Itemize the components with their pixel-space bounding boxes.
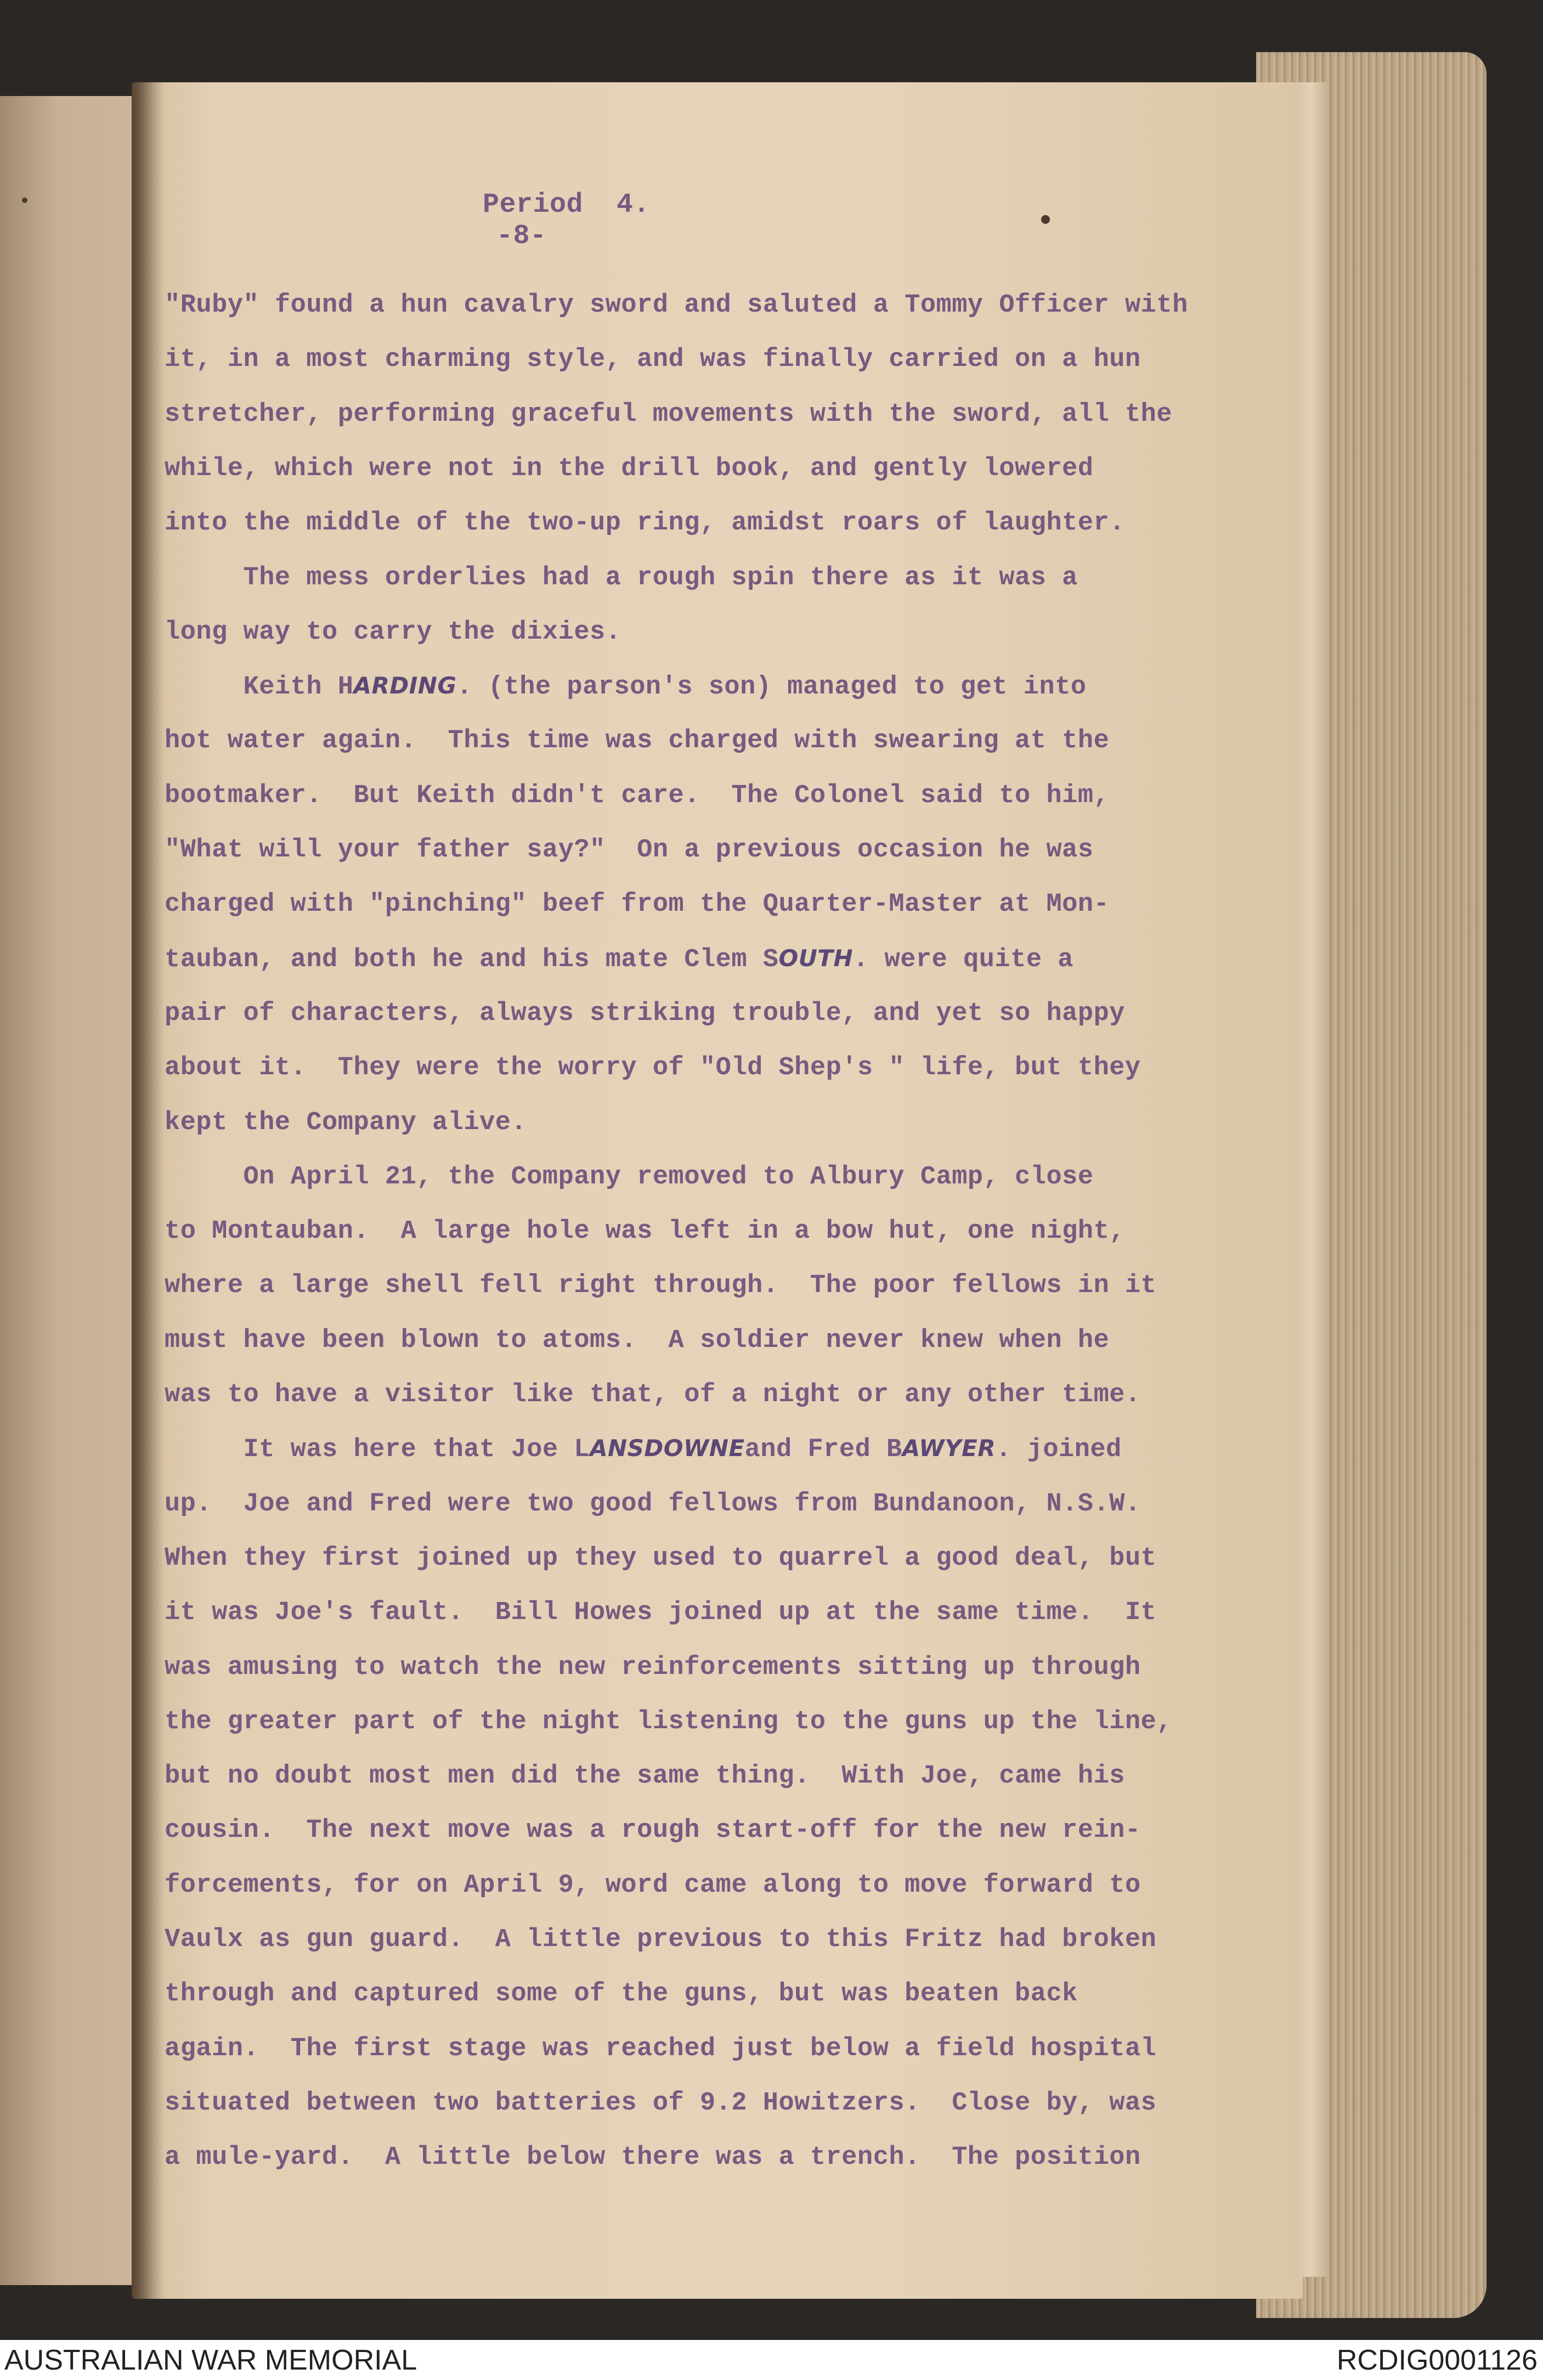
text-line-content: long way to carry the dixies. <box>165 617 621 647</box>
page-edge-curl <box>1295 82 1327 2277</box>
text-line-content: up. Joe and Fred were two good fellows from Bundanoon, N.S.W. <box>165 1489 1141 1519</box>
handwritten-name: OUTH <box>778 944 854 972</box>
text-line-content: it, in a most charming style, and was finally carried on a hun <box>165 345 1141 375</box>
footer-institution: AUSTRALIAN WAR MEMORIAL <box>4 2344 417 2376</box>
text-line-content: again. The first stage was reached just below a field hospital <box>165 2034 1157 2063</box>
text-line <box>165 1871 1141 1900</box>
period-heading: Period 4. <box>483 189 651 221</box>
text-line <box>165 400 1172 429</box>
text-line-content: kept the Company alive. <box>165 1108 527 1137</box>
text-line <box>165 1108 527 1137</box>
text-line-content: into the middle of the two-up ring, amidst roars of laughter. <box>165 509 1125 538</box>
text-line-content: Vaulx as gun guard. A little previous to this Fritz had broken <box>165 1925 1157 1954</box>
text-line-content: it was Joe's fault. Bill Howes joined up at the same time. It <box>165 1598 1157 1628</box>
text-line <box>165 291 1188 320</box>
text-line-content: hot water again. This time was charged with swearing at the <box>165 726 1110 756</box>
text-line <box>165 1762 1125 1791</box>
text-line-content: . were quite a <box>853 945 1073 974</box>
text-line <box>165 1163 1094 1192</box>
text-line <box>165 1816 1141 1845</box>
page-gutter-shadow <box>132 82 165 2299</box>
text-line-content: When they first joined up they used to quarrel a good deal, but <box>165 1543 1157 1573</box>
text-line-content: stretcher, performing graceful movements with the sword, all the <box>165 399 1173 429</box>
text-line-content: and Fred B <box>744 1435 902 1465</box>
text-line-content: It was here that Joe L <box>165 1435 590 1465</box>
text-line <box>165 2034 1156 2063</box>
text-line <box>165 1490 1141 1519</box>
text-line <box>165 999 1125 1028</box>
text-line-content: . joined <box>996 1435 1122 1465</box>
text-line-content: but no doubt most men did the same thing. With Joe, came his <box>165 1762 1125 1791</box>
text-line-content: tauban, and both he and his mate Clem S <box>165 945 779 974</box>
footer-catalog-id: RCDIG0001126 <box>1336 2344 1538 2376</box>
text-line-content: a mule-yard. A little below there was a trench. The position <box>165 2143 1141 2173</box>
text-line <box>165 781 1109 810</box>
handwritten-name: ARDING <box>353 672 457 700</box>
page-number: -8- <box>496 221 547 252</box>
text-line-content: "Ruby" found a hun cavalry sword and saluted a Tommy Officer with <box>165 291 1188 320</box>
text-line <box>165 618 621 647</box>
text-line <box>165 726 1109 755</box>
text-line-content: to Montauban. A large hole was left in a bow hut, one night, <box>165 1217 1125 1247</box>
handwritten-name: ANSDOWNE <box>590 1435 745 1462</box>
text-line <box>165 836 1094 865</box>
text-line-content: The mess orderlies had a rough spin there as it was a <box>165 563 1078 593</box>
text-line <box>165 1271 1156 1300</box>
text-line <box>165 1380 1141 1409</box>
text-line-content: charged with "pinching" beef from the Quarter-Master at Mon- <box>165 890 1110 920</box>
text-line-content: Keith H <box>165 673 354 702</box>
text-line <box>165 563 1078 593</box>
handwritten-name: AWYER <box>902 1435 996 1462</box>
text-line-content: . (the parson's son) managed to get into <box>456 673 1087 702</box>
text-line <box>165 1653 1141 1682</box>
text-line <box>165 1053 1141 1082</box>
text-line <box>165 890 1109 919</box>
text-line-content: must have been blown to atoms. A soldier never knew when he <box>165 1326 1110 1355</box>
text-line <box>165 1544 1156 1573</box>
text-line-content: where a large shell fell right through. The poor fellows in it <box>165 1271 1157 1301</box>
ink-spot <box>1041 215 1050 224</box>
text-line-content: through and captured some of the guns, but was beaten back <box>165 1979 1078 2009</box>
text-line-content: On April 21, the Company removed to Albury Camp, close <box>165 1162 1094 1192</box>
text-line-content: the greater part of the night listening to the guns up the line, <box>165 1707 1173 1736</box>
text-line-content: while, which were not in the drill book, and gently lowered <box>165 454 1094 483</box>
text-line <box>165 1707 1172 1736</box>
text-line <box>165 345 1141 374</box>
text-line <box>165 1598 1156 1627</box>
text-line-content: pair of characters, always striking trouble, and yet so happy <box>165 999 1125 1028</box>
text-line-content: forcements, for on April 9, word came along to move forward to <box>165 1870 1141 1900</box>
text-line <box>165 509 1125 538</box>
text-line <box>165 2089 1156 2118</box>
text-line <box>165 1326 1109 1355</box>
text-line <box>165 1217 1125 1246</box>
text-line-content: was amusing to watch the new reinforcements sitting up through <box>165 1653 1141 1682</box>
text-line <box>165 945 1073 974</box>
text-line-content: cousin. The next move was a rough start-off for the new rein- <box>165 1816 1141 1846</box>
text-line <box>165 1435 1122 1464</box>
text-line-content: situated between two batteries of 9.2 Howitzers. Close by, was <box>165 2088 1157 2118</box>
text-line-content: was to have a visitor like that, of a night or any other time. <box>165 1380 1141 1409</box>
text-line <box>165 1979 1078 2009</box>
text-line <box>165 454 1094 483</box>
text-line <box>165 1925 1156 1954</box>
text-line-content: about it. They were the worry of "Old Shep's " life, but they <box>165 1053 1141 1083</box>
text-line-content: bootmaker. But Keith didn't care. The Colonel said to him, <box>165 781 1110 810</box>
text-line <box>165 2143 1141 2172</box>
text-line <box>165 672 1087 702</box>
text-line-content: "What will your father say?" On a previous occasion he was <box>165 836 1094 865</box>
page-mark <box>22 198 27 203</box>
